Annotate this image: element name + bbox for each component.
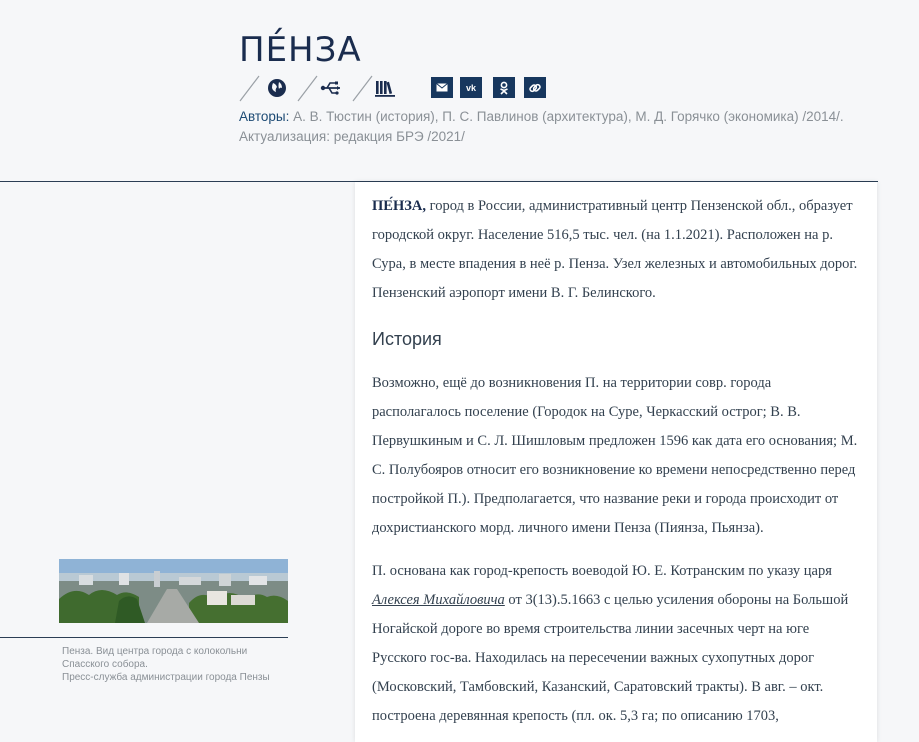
update-label: Актуализация: [239,129,330,144]
history-text: от 3(13).5.1663 с целью усиления обороны на Большой Ногайской дороге во время строительства линии засечных черт на юге Русского гос-ва. Находилась на пересечении важных сухопутных дорог (Московский, Тамбовский, Казанский, Саратовский тракты). В авг. – окт. построена деревянная крепость (пл. ок. 5,3 га; по описанию 1703, [372,592,849,724]
separator-slash [296,74,318,102]
update-line [239,127,879,147]
article-meta [239,107,879,147]
history-paragraph [372,557,862,731]
odnoklassniki-glyph [499,81,509,95]
vk-icon[interactable] [460,77,482,98]
lead-text: город в России, административный центр Пензенской обл., образует городской округ. Население 516,5 тыс. чел. (на 1.1.2021). Расположен на р. Сура, в месте впадения в неё р. Пенза. Узел железных и автомобильных дорог. Пензенский аэропорт имени В. Г. Белинского. [372,198,858,301]
authors-line [239,107,879,127]
page-title: ПЕ́НЗА [239,30,362,70]
caption-credit: Пресс-служба администрации города Пензы [62,672,270,683]
city-photo[interactable] [59,559,288,623]
authors-value: А. В. Тюстин (история), П. С. Павлинов (архитектура), М. Д. Горячко (экономика) /2014/. [293,109,844,124]
update-value: редакция БРЭ /2021/ [333,129,465,144]
lead-term: ПЕ́НЗА, [372,198,426,214]
mail-icon[interactable] [431,77,453,98]
link-glyph [528,81,542,95]
caption-line: Спасского собора. [62,659,148,670]
caption-line: Пенза. Вид центра города с колокольни [62,646,248,657]
city-panorama-image [59,559,288,623]
separator-slash [238,74,260,102]
lead-paragraph [372,192,862,308]
globe-icon[interactable] [266,77,288,99]
vk-glyph: vk [465,82,476,93]
article-toolbar [238,74,558,102]
odnoklassniki-icon[interactable] [493,77,515,98]
history-paragraph: Возможно, ещё до возникновения П. на территории совр. города располагалось поселение (Городок на Суре, Черкасский острог; В. В. Первушкиным и С. Л. Шишловым предложен 1596 как дата его основания; М. С. Полубояров относит его возникновение ко времени непосредственно перед постройкой П.). Предполагается, что название реки и города происходит от дохристианского морд. личного имени Пенза (Пиянза, Пьянза). [372,375,858,536]
books-icon[interactable] [374,77,396,99]
separator-slash [351,74,373,102]
photo-divider [0,637,288,638]
link-icon[interactable] [524,77,546,98]
authors-label: Авторы: [239,109,290,124]
link-aleksei-mikhailovich[interactable]: Алексея Михайловича [372,592,505,608]
photo-caption [62,645,292,684]
section-heading-history: История [372,329,442,349]
article-body [355,182,877,742]
history-text: П. основана как город-крепость воеводой Ю. Е. Котранским по указу царя [372,563,832,579]
usb-icon[interactable] [320,77,342,99]
mail-icon-glyph [436,83,448,92]
